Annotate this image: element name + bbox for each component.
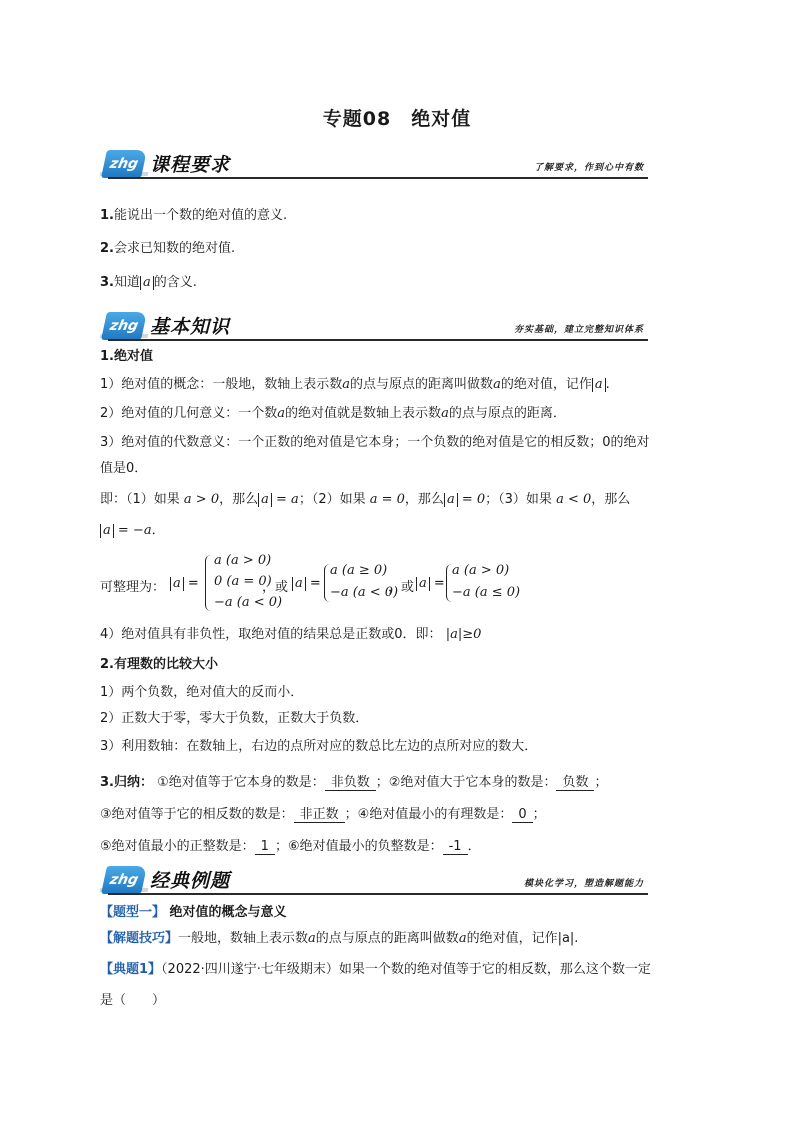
paragraph-cases: 即：（1）如果 a > 0，那么 a = a；（2）如果 a = 0，那么 a = 0；（3）如果 a < 0，那么: [100, 492, 631, 507]
paragraph-algebraic-cont: 值是0．: [100, 461, 148, 476]
banner-motto: 夯实基础，建立完整知识体系: [513, 325, 644, 335]
cases-or-2: ，或: [388, 580, 415, 595]
zhg-logo-icon: zhg: [101, 866, 147, 894]
paragraph-algebraic: 3）绝对值的代数意义：一个正数的绝对值是它本身；一个负数的绝对值是它的相反数；0的绝对: [100, 435, 650, 450]
paragraph-geometric: 2）绝对值的几何意义：一个数a的绝对值就是数轴上表示数a的点与原点的距离．: [100, 406, 566, 421]
summary-line-2: ③绝对值等于它的相反数的数是： 非正数 ；④绝对值最小的有理数是： 0 ；: [100, 807, 546, 822]
solving-tip-line: 【解题技巧】一般地，数轴上表示数a的点与原点的距离叫做数a的绝对值，记作|a|.: [100, 931, 579, 946]
cases-label: 可整理为：: [100, 580, 166, 595]
banner-motto: 模块化学习，塑造解题能力: [523, 879, 644, 889]
paragraph-cases-cont: a = −a．: [100, 522, 700, 540]
banner-underline: [108, 339, 648, 341]
section-heading-compare: 2.有理数的比较大小: [100, 657, 218, 672]
banner-underline: [108, 893, 648, 895]
case-2-1: a (a ≥ 0): [330, 563, 388, 578]
case-1-3: −a (a < 0): [214, 595, 283, 610]
case-3-2: −a (a ≤ 0): [452, 585, 521, 600]
section-banner-examples: [100, 864, 648, 900]
banner-motto: 了解要求，作到心中有数: [533, 163, 644, 173]
section-heading-absolute-value: 1.绝对值: [100, 349, 153, 364]
compare-item-3: 3）利用数轴：在数轴上，右边的点所对应的数总比左边的点所对应的数大．: [100, 739, 538, 754]
paragraph-nonnegative: 4）绝对值具有非负性，取绝对值的结果总是正数或0．即： |a|≥0: [100, 627, 482, 642]
cases-abs-2: a =: [292, 576, 321, 591]
compare-item-2: 2）正数大于零，零大于负数，正数大于负数．: [100, 711, 369, 726]
summary-line-1: 3.归纳： ①绝对值等于它本身的数是： 非负数 ；②绝对值大于它本身的数是： 负数 ；: [100, 775, 608, 790]
question-type-line: 【题型一】 绝对值的概念与意义: [100, 905, 287, 920]
case-1-2: 0 (a = 0): [214, 574, 272, 589]
summary-line-3: ⑤绝对值最小的正整数是： 1 ；⑥绝对值最小的负整数是： -1 ．: [100, 839, 481, 854]
banner-underline: [108, 177, 648, 179]
requirement-1: 1.能说出一个数的绝对值的意义.: [100, 208, 288, 223]
case-1-1: a (a > 0): [214, 553, 272, 568]
banner-heading: 经典例题: [150, 870, 231, 892]
banner-heading: 基本知识: [150, 316, 231, 338]
requirement-3: 3.知道 a 的含义.: [100, 275, 197, 290]
case-2-2: −a (a < 0): [330, 585, 399, 600]
brace-1: [205, 555, 214, 611]
zhg-logo-icon: zhg: [101, 150, 147, 178]
compare-item-1: 1）两个负数，绝对值大的反而小．: [100, 685, 304, 700]
section-banner-basics: [100, 310, 648, 346]
requirement-2: 2.会求已知数的绝对值.: [100, 241, 236, 256]
cases-abs-3: a =: [416, 576, 445, 591]
example-1-line: 【典题1】（2022·四川遂宁·七年级期末）如果一个数的绝对值等于它的相反数，那么这个数一定: [100, 962, 651, 977]
banner-heading: 课程要求: [150, 154, 231, 176]
case-3-1: a (a > 0): [452, 563, 510, 578]
paragraph-concept: 1）绝对值的概念：一般地，数轴上表示数a的点与原点的距离叫做数a的绝对值，记作 a .: [100, 377, 610, 392]
example-1-line-cont: 是（ ）: [100, 993, 166, 1008]
section-banner-requirements: [100, 148, 648, 184]
cases-or-1: ，或: [262, 580, 289, 595]
cases-abs-1: a =: [170, 576, 199, 591]
page-title: 专题08 绝对值: [322, 108, 472, 130]
zhg-logo-icon: zhg: [101, 312, 147, 340]
